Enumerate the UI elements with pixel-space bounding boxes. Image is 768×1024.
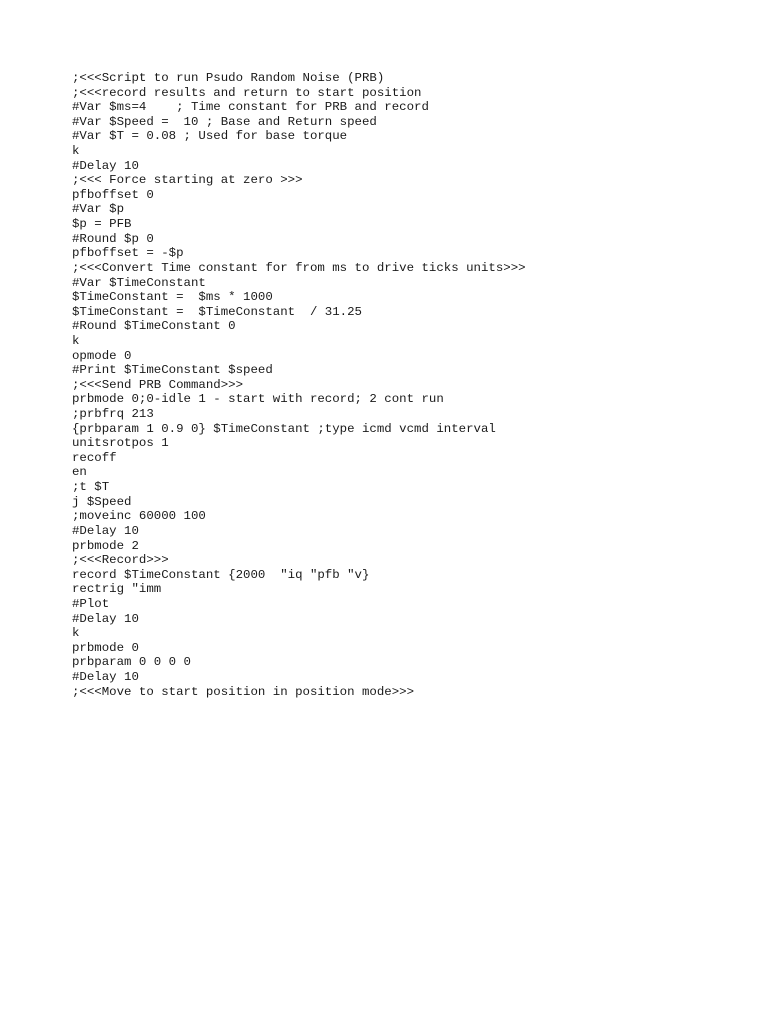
script-line: ;<<<Script to run Psudo Random Noise (PRB)	[72, 71, 385, 85]
script-line: #Round $p 0	[72, 231, 154, 246]
script-line: k	[72, 144, 80, 159]
script-line: #Plot	[72, 596, 110, 611]
script-line: ;<<<Move to start position in position mode>>>	[72, 684, 415, 699]
script-line: k	[72, 626, 80, 641]
script-line: ;<<<Record>>>	[72, 553, 169, 568]
script-line: #Delay 10	[72, 158, 139, 173]
script-line: prbmode 0;0-idle 1 - start with record; 2 cont run	[72, 392, 444, 407]
script-line: prbmode 2	[72, 538, 139, 553]
script-line: #Delay 10	[72, 523, 139, 538]
script-line: prbmode 0	[72, 640, 139, 655]
script-line: ;<<< Force starting at zero >>>	[72, 173, 303, 188]
script-line: ;t $T	[72, 480, 110, 495]
script-line: #Print $TimeConstant $speed	[72, 363, 273, 378]
script-line: ;<<<Send PRB Command>>>	[72, 377, 244, 392]
script-line: en	[72, 465, 87, 480]
script-line: #Delay 10	[72, 611, 139, 626]
script-line: $p = PFB	[72, 217, 132, 232]
script-line: #Var $p	[72, 202, 125, 217]
script-line: #Var $Speed = 10 ; Base and Return speed	[72, 114, 377, 129]
script-line: #Round $TimeConstant 0	[72, 319, 236, 334]
script-line: prbparam 0 0 0 0	[72, 655, 191, 670]
script-line: $TimeConstant = $ms * 1000	[72, 290, 273, 305]
script-line: #Var $T = 0.08 ; Used for base torque	[72, 129, 348, 144]
script-line: ;<<<Convert Time constant for from ms to drive ticks units>>>	[72, 260, 526, 275]
script-line: $TimeConstant = $TimeConstant / 31.25	[72, 304, 362, 319]
script-line: {prbparam 1 0.9 0} $TimeConstant ;type icmd vcmd interval	[72, 421, 496, 436]
script-line: rectrig "imm	[72, 582, 162, 597]
script-line: j $Speed	[72, 494, 132, 509]
script-line: k	[72, 333, 80, 348]
script-line: opmode 0	[72, 348, 132, 363]
script-line: unitsrotpos 1	[72, 436, 169, 451]
script-line: #Var $TimeConstant	[72, 275, 206, 290]
script-line: pfboffset = -$p	[72, 246, 184, 261]
script-line: recoff	[72, 450, 117, 465]
script-line: pfboffset 0	[72, 187, 154, 202]
script-line: ;moveinc 60000 100	[72, 509, 206, 524]
script-line: #Var $ms=4 ; Time constant for PRB and record	[72, 100, 429, 115]
script-line: record $TimeConstant {2000 "iq "pfb "v}	[72, 567, 370, 582]
script-line: ;prbfrq 213	[72, 407, 154, 422]
script-line: ;<<<record results and return to start position	[72, 85, 422, 100]
script-line: #Delay 10	[72, 669, 139, 684]
script-listing	[72, 71, 526, 699]
